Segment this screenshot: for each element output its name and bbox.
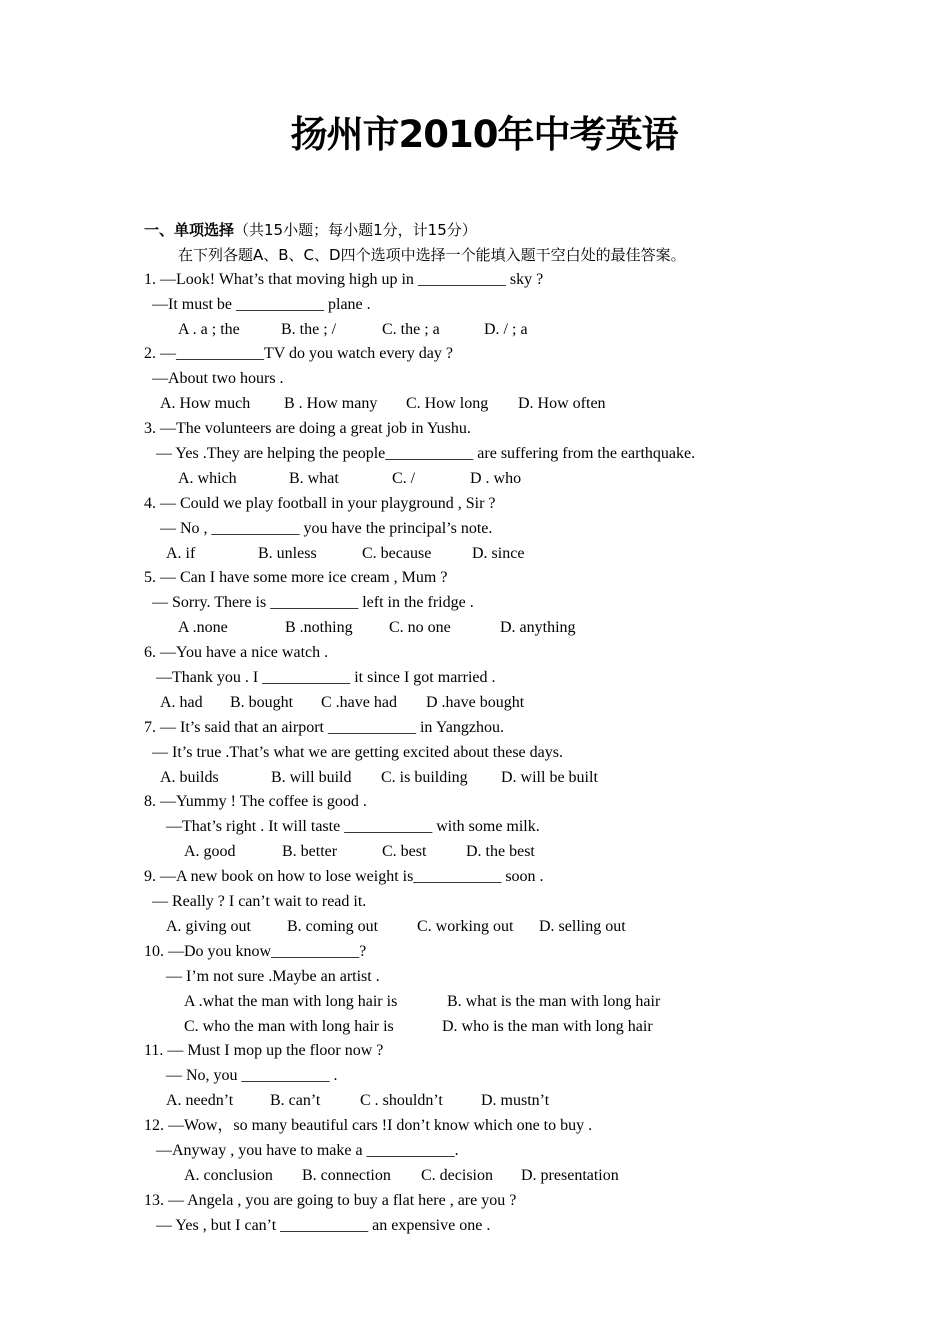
question-5-response: — Sorry. There is ___________ left in the fridge . [152,594,474,612]
option-b: B . How many [284,395,378,413]
option-b: B. connection [302,1166,391,1184]
question-6-options [144,691,864,716]
question-4-prompt: 4. — Could we play football in your playground , Sir ? [144,494,496,512]
option-a: A. How much [160,395,251,413]
option-c: C. is building [381,768,468,786]
question-12-options [144,1164,864,1189]
option-a: A. builds [160,768,219,786]
option-a: A. conclusion [184,1166,273,1184]
question-8-options [144,840,864,865]
question-6-prompt: 6. —You have a nice watch . [144,644,329,662]
question-2-response: —About two hours . [152,370,284,388]
question-9-prompt: 9. —A new book on how to lose weight is___________ soon . [144,868,544,886]
section-points: （共15小题；每小题1分，计15分） [234,221,477,239]
option-a: A. if [166,544,196,562]
option-a: A .none [178,619,228,637]
section-heading [144,218,864,243]
question-7-options [144,766,864,791]
option-a: A. had [160,693,203,711]
option-c: C .have had [321,693,397,711]
option-d: D. How often [518,395,606,413]
option-b: B. can’t [270,1092,321,1110]
question-6-response: —Thank you . I ___________ it since I got married . [156,669,496,687]
option-d: D. since [472,544,525,562]
question-11-response: — No, you ___________ . [166,1067,338,1085]
option-c: C. the ; a [382,320,440,338]
question-5-options [144,616,864,641]
option-a: A . a ; the [178,320,240,338]
question-10-prompt: 10. —Do you know___________? [144,942,367,960]
page-title: 扬州市2010年中考英语 [290,113,678,156]
option-d: D. / ; a [484,320,528,338]
question-9-response: — Really ? I can’t wait to read it. [152,893,367,911]
question-7-response: — It’s true .That’s what we are getting excited about these days. [152,743,563,761]
question-4-response: — No , ___________ you have the principal’s note. [160,519,493,537]
question-11-options [144,1089,864,1114]
option-d: D .have bought [426,693,525,711]
option-a: A. giving out [166,917,251,935]
question-3-options [144,467,864,492]
question-4-options [144,542,864,567]
option-d: D . who [470,469,522,487]
option-a: A. which [178,469,237,487]
question-11-prompt: 11. — Must I mop up the floor now ? [144,1042,384,1060]
question-9-options [144,915,864,940]
option-b: B. better [282,843,338,861]
question-13-response: — Yes , but I can’t ___________ an expensive one . [156,1216,491,1234]
option-c: C. who the man with long hair is [184,1017,394,1035]
option-d: D. selling out [539,917,626,935]
option-a: A .what the man with long hair is [184,992,398,1010]
question-1-options [144,318,864,343]
question-10-response: — I’m not sure .Maybe an artist . [166,967,380,985]
option-b: B. coming out [287,917,379,935]
question-8-response: —That’s right . It will taste ___________ with some milk. [166,818,540,836]
option-c: C. decision [421,1166,493,1184]
question-2-options [144,392,864,417]
option-c: C. / [392,469,416,487]
question-12-prompt: 12. —Wow，so many beautiful cars !I don’t know which one to buy . [144,1117,593,1135]
question-10-options-ab [144,990,864,1015]
question-1-response: —It must be ___________ plane . [152,295,371,313]
option-d: D. presentation [521,1166,619,1184]
question-13-prompt: 13. — Angela , you are going to buy a flat here , are you ? [144,1191,517,1209]
option-b: B. what is the man with long hair [447,992,661,1010]
question-3-response: — Yes .They are helping the people___________ are suffering from the earthquake. [156,445,696,463]
option-d: D. who is the man with long hair [442,1017,653,1035]
option-b: B. unless [258,544,317,562]
question-8-prompt: 8. —Yummy ! The coffee is good . [144,793,367,811]
question-12-response: —Anyway , you have to make a ___________. [156,1141,459,1159]
question-5-prompt: 5. — Can I have some more ice cream , Mum ? [144,569,448,587]
option-c: C. because [362,544,432,562]
option-b: B. the ; / [281,320,337,338]
question-10-options-cd [144,1015,864,1040]
option-c: C. best [382,843,427,861]
question-2-prompt: 2. —___________TV do you watch every day ? [144,345,453,363]
question-3-prompt: 3. —The volunteers are doing a great job in Yushu. [144,420,471,438]
option-c: C . shouldn’t [360,1092,443,1110]
option-b: B. what [289,469,339,487]
option-a: A. good [184,843,236,861]
question-7-prompt: 7. — It’s said that an airport ___________ in Yangzhou. [144,718,504,736]
option-d: D. the best [466,843,535,861]
option-d: D. will be built [501,768,598,786]
section-title: 一、单项选择 [144,221,235,239]
option-b: B. will build [271,768,352,786]
option-d: D. anything [500,619,576,637]
option-d: D. mustn’t [481,1092,550,1110]
exam-content [144,218,864,1239]
option-b: B. bought [230,693,294,711]
option-c: C. How long [406,395,489,413]
option-b: B .nothing [285,619,353,637]
section-instruction: 在下列各题A、B、C、D四个选项中选择一个能填入题干空白处的最佳答案。 [178,245,686,264]
option-c: C. working out [417,917,514,935]
question-1-prompt: 1. —Look! What’s that moving high up in ___________ sky ? [144,270,544,288]
option-a: A. needn’t [166,1092,234,1110]
option-c: C. no one [389,619,451,637]
